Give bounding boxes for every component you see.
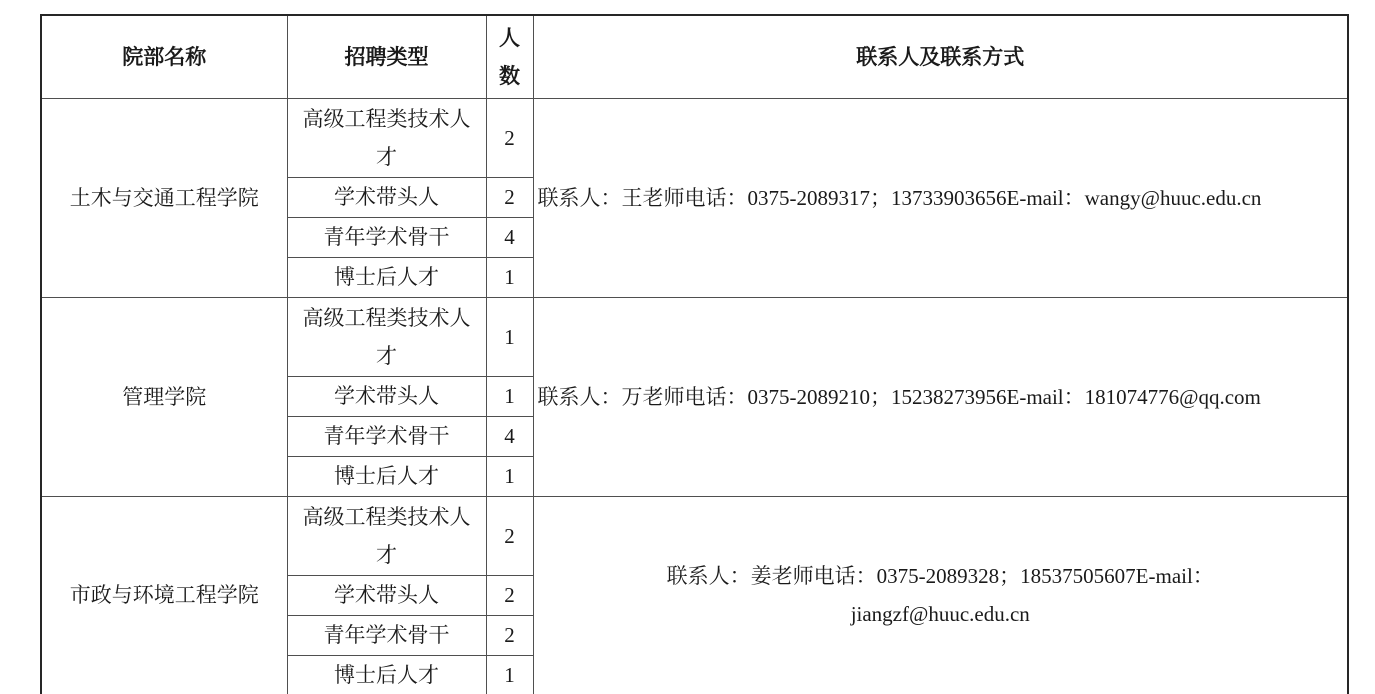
count-cell: 2	[486, 98, 533, 177]
count-cell: 1	[486, 376, 533, 416]
college-cell-1: 土木与交通工程学院	[41, 98, 287, 297]
type-cell: 青年学术骨干	[287, 217, 486, 257]
college-cell-2: 管理学院	[41, 297, 287, 496]
contact-cell-2	[533, 297, 1348, 496]
type-cell: 高级工程类技术人才	[287, 496, 486, 575]
count-cell: 4	[486, 217, 533, 257]
count-cell: 2	[486, 496, 533, 575]
contact-line: 联系人：姜老师电话：0375-2089328；18537505607E-mail：	[666, 564, 1214, 589]
count-cell: 1	[486, 456, 533, 496]
header-count-label: 人数	[498, 25, 520, 88]
header-count	[486, 15, 533, 98]
recruitment-table	[40, 14, 1349, 694]
type-cell: 博士后人才	[287, 655, 486, 694]
college-cell-3: 市政与环境工程学院	[41, 496, 287, 694]
header-college: 院部名称	[41, 15, 287, 98]
type-cell: 学术带头人	[287, 376, 486, 416]
table-row	[41, 496, 1348, 575]
count-cell: 2	[486, 177, 533, 217]
header-type: 招聘类型	[287, 15, 486, 98]
type-cell: 博士后人才	[287, 456, 486, 496]
type-cell: 高级工程类技术人才	[287, 297, 486, 376]
contact-line: jiangzf@huuc.edu.cn	[850, 602, 1030, 627]
count-cell: 2	[486, 575, 533, 615]
table-row	[41, 98, 1348, 177]
contact-line: 联系人：王老师电话：0375-2089317；13733903656E-mail：wangy@huuc.edu.cn	[537, 185, 1262, 210]
contact-line: 联系人：万老师电话：0375-2089210；15238273956E-mail：181074776@qq.com	[537, 384, 1261, 409]
type-cell: 博士后人才	[287, 257, 486, 297]
type-cell: 高级工程类技术人才	[287, 98, 486, 177]
contact-cell-3	[533, 496, 1348, 694]
header-contact: 联系人及联系方式	[533, 15, 1348, 98]
table-row	[41, 297, 1348, 376]
header-row	[41, 15, 1348, 98]
type-cell: 学术带头人	[287, 177, 486, 217]
count-cell: 1	[486, 297, 533, 376]
type-cell: 青年学术骨干	[287, 416, 486, 456]
type-cell: 青年学术骨干	[287, 615, 486, 655]
contact-cell-1	[533, 98, 1348, 297]
count-cell: 1	[486, 655, 533, 694]
count-cell: 1	[486, 257, 533, 297]
count-cell: 2	[486, 615, 533, 655]
type-cell: 学术带头人	[287, 575, 486, 615]
count-cell: 4	[486, 416, 533, 456]
